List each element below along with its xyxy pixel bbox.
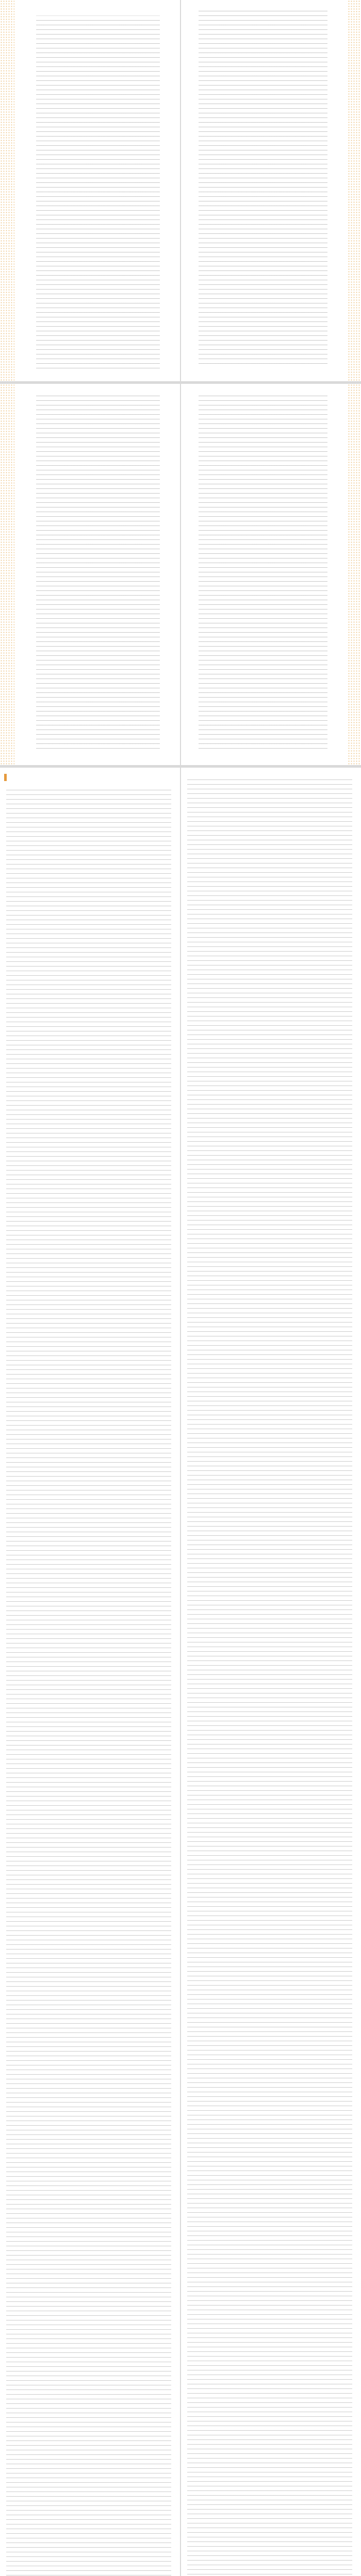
chapter-accent-mark (4, 774, 7, 781)
decorative-dot-pattern (0, 0, 14, 381)
text-column (187, 778, 352, 2576)
heading-rule (36, 15, 160, 16)
spread-2-right-page (181, 384, 361, 765)
spread-2-left-page (0, 384, 180, 765)
text-column (36, 394, 160, 750)
body-text-lines (199, 9, 327, 365)
text-column (6, 788, 171, 2576)
body-text-lines (36, 19, 160, 369)
body-text-lines (187, 778, 352, 2576)
chapter-left-page (0, 768, 180, 2576)
body-text-lines (199, 394, 327, 750)
decorative-dot-pattern (348, 384, 361, 765)
spread-1-left-page (0, 0, 180, 381)
text-column (199, 394, 327, 750)
text-column (199, 9, 327, 365)
decorative-dot-pattern (0, 384, 14, 765)
body-text-lines (6, 788, 171, 2576)
chapter-right-page (181, 768, 361, 2576)
decorative-dot-pattern (348, 0, 361, 381)
spread-1-right-page (181, 0, 361, 381)
body-text-lines (36, 394, 160, 750)
text-column (36, 19, 160, 369)
